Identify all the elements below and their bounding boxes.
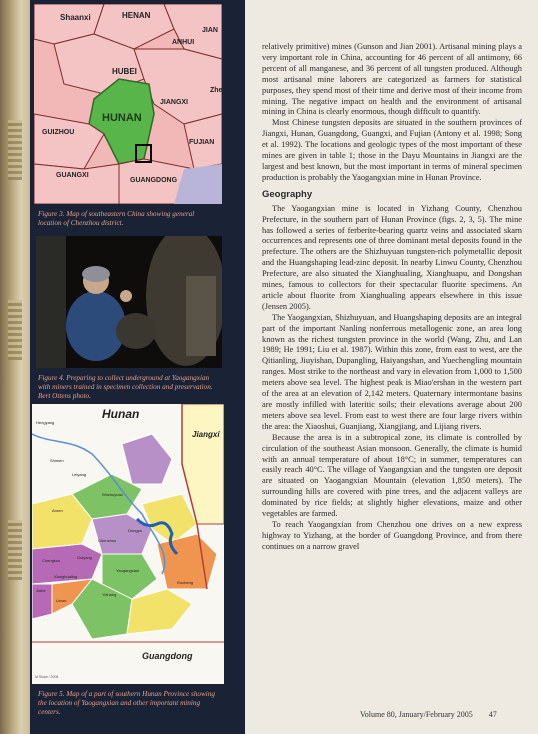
place-label: Yizhang <box>102 592 117 597</box>
figure-5-caption: Figure 5. Map of a part of southern Hunan Province showing the location of Yaogangxian and other important mining centers. <box>38 690 215 716</box>
article-column <box>262 0 522 734</box>
page-number: 47 <box>488 710 497 719</box>
map-label: Zhe <box>210 87 222 94</box>
map-label: JIAN <box>202 27 218 34</box>
place-label: Anren <box>52 508 63 513</box>
article-paragraph: Most Chinese tungsten deposits are situated in the southern provinces of Jiangxi, Hunan, Guangdong, Guangxi, and Fujian (Antony et al. 1998; Song et al. 1992). The locations and geologic types of the most important of these mines are given in table 1; those in the Dayu Mountains in Jiangxi are the largest and best known, but the most important in terms of mineral specimen production is probably the Yaogangxian mine in Hunan Province. <box>262 118 522 182</box>
map-label: GUANGDONG <box>130 177 178 184</box>
place-label: Xianghualing <box>54 574 78 579</box>
place-label: Yaogangxian <box>116 568 140 573</box>
section-heading: Geography <box>262 188 313 200</box>
map-label: HENAN <box>122 11 151 20</box>
map-label: ANHUI <box>172 39 195 46</box>
figure-3-map <box>34 4 222 204</box>
issue-info: Volume 80, January/February 2005 <box>360 710 473 719</box>
place-label: Chengkou <box>42 558 61 563</box>
page-footer <box>360 710 511 719</box>
map-label: HUBEI <box>112 67 137 76</box>
map-label: GUANGXI <box>56 172 89 179</box>
article-paragraph: The Yaogangxian, Shizhuyuan, and Huangshaping deposits are an integral part of the important Nanling nonferrous metallogenic zone, an area long known as the richest tungsten province in the world (Wang, Zhu, and Lan 1989; He 1991; Liu et al. 1987). Within this zone, from east to west, are the Qitianling, Jiuyishan, Dupangling, Haiyangshan, and Yuechengling mountain ranges. Most strike to the northeast and vary in elevation from 1,000 to 1,500 meters above sea level. The highest peak is Miao'ershan in the western part of the area at an elevation of 2,142 meters. Quaternary intermontane basins are mostly infilled with lateritic soils; their elevations average about 200 meters above sea level. From east to west there are four large rivers within the area: the Xiaoshui, Guanjiang, Xiangjiang, and Lijiang rivers. <box>262 312 522 431</box>
figure-4-photo <box>36 236 222 368</box>
place-label: Hengyang <box>36 420 55 425</box>
figure-3-caption: Figure 3. Map of southeastern China showing general location of Chenzhou district. <box>38 210 195 227</box>
article-paragraph: To reach Yaogangxian from Chenzhou one drives on a new express highway to Yizhang, at the border of Guangdong Province, and from there continues on a narrow gravel <box>262 519 522 551</box>
article-paragraph: relatively primitive) mines (Gunson and Jian 2001). Artisanal mining plays a very important role in China, accounting for 46 percent of all antimony, 66 percent of all manganese, and 36 percent of all tungsten produced. Although most artisanal mine laborers are categorized as farmers for statistical purposes, they spend most of their time and derive most of their income from mining. The negative impact on health and the environment of artisanal mining in China is clearly enormous, though difficult to quantify. <box>262 42 522 117</box>
map-label: Jiangxi <box>192 430 220 439</box>
article-paragraph: The Yaogangxian mine is located in Yizhang County, Chenzhou Prefecture, in the southern part of Hunan Province (figs. 2, 3, 5). The mine has followed a series of ferberite-bearing quartz veins and associated skarn occurrences and represents one of three dominant metal deposits found in the prefecture. The others are the Shizhuyuan tungsten-rich polymetallic deposit and the Huangshaping lead-zinc deposit. In nearby Linwu County, Chenzhou Prefecture, are also situated the Xianghualing, Xianghuapu, and Dongshan mines, famous to collectors for their spectacular fluorite specimens. An article about fluorite from Xianghualing appears elsewhere in this issue (Jensen 2005). <box>262 203 522 311</box>
map-label: HUNAN <box>102 112 142 124</box>
map-label: Shaanxi <box>60 13 91 22</box>
map-credit: M.Shaw / 2005 <box>35 675 59 679</box>
place-label: Linwu <box>56 598 67 603</box>
place-label: Shimen <box>50 458 64 463</box>
margin-pattern <box>8 120 22 180</box>
place-label: Dongpo <box>128 528 143 533</box>
place-label: Jiahe <box>36 588 46 593</box>
place-label: Chenzhou <box>98 538 117 543</box>
article-paragraph: Because the area is in a subtropical zone, its climate is controlled by circulation of the southeast Asian monsoon. Generally, the climate is humid with an annual temperature of about 18°C; in summer, temperatures can easily reach 40°C. The village of Yaogangxian and the tungsten ore deposit are situated on Yaogangxian Mountain (elevation 1,850 meters). The surrounding hills are covered with pine trees, and the adjacent valleys are dominated by rice fields; at slightly higher elevations, maize and other vegetables are farmed. <box>262 432 522 519</box>
place-label: Leiyang <box>72 472 87 477</box>
map-label: JIANGXI <box>160 99 189 106</box>
left-margin-strip <box>0 0 30 734</box>
margin-pattern <box>8 520 22 580</box>
margin-pattern <box>8 300 22 360</box>
place-label: Rucheng <box>177 580 194 585</box>
place-label: Shizhuyuan <box>102 492 123 497</box>
figure-4-caption: Figure 4. Preparing to collect underground at Yaogangxian with miners trained in specimen collection and preservation. Bert Ottens photo. <box>38 374 213 400</box>
place-label: Guiyang <box>77 555 92 560</box>
map-title: Hunan <box>102 407 140 421</box>
map-label: Guangdong <box>142 651 193 661</box>
map-label: FUJIAN <box>189 139 215 146</box>
figure-5-map <box>32 404 224 684</box>
figure-column <box>30 0 245 734</box>
map-label: GUIZHOU <box>42 129 75 136</box>
